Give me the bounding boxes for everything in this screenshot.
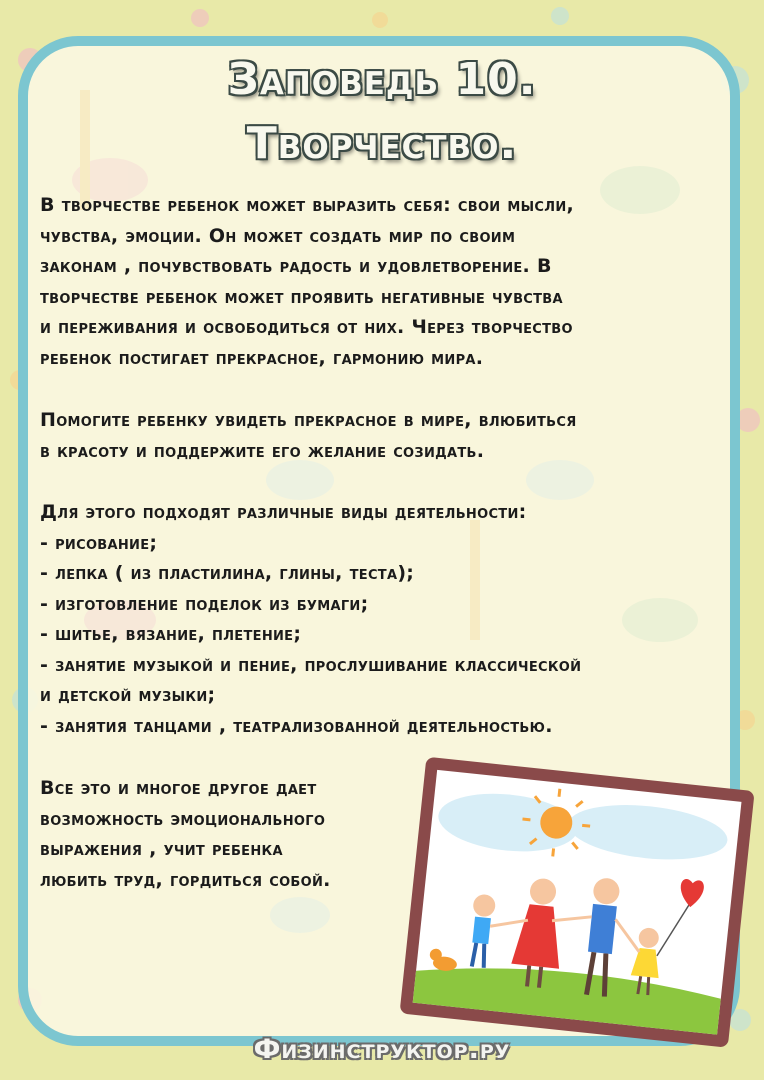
list-item: - шитье, вязание, плетение; [40,623,302,645]
list-item: и детской музыки; [40,684,216,706]
text-line: Все это и многое другое дает [40,777,317,799]
text-line: любить труд, гордиться собой. [40,868,331,891]
list-item: - изготовление поделок из бумаги; [40,592,369,615]
footer-site-name: Физинструктор.ру [253,1034,511,1065]
list-item: - занятие музыкой и пение, прослушивание классической [40,653,582,676]
activities-list [40,497,740,741]
text-line: выражения , учит ребенка [40,838,283,860]
paragraph-2 [40,405,740,466]
text-line: в красоту и поддержите его желание созидать. [40,439,485,462]
text-line: В творчестве ребенок может выразить себя: свои мысли, [40,194,575,216]
title-line-2: Творчество. [246,118,518,169]
text-line: возможность эмоционального [40,807,326,830]
list-item: - занятия танцами , театрализованной деятельностью. [40,714,553,737]
paragraph-1 [40,190,740,373]
list-item: - лепка ( из пластилина, глины, теста); [40,562,415,584]
closing-paragraph [40,773,420,895]
text-line: Помогите ребенку увидеть прекрасное в мире, влюбиться [40,409,577,431]
list-item: - рисование; [40,531,158,554]
text-line: творчестве ребенок может проявить негативные чувства [40,285,563,308]
family-drawing-picture [390,755,760,1050]
text-line: ребенок постигает прекрасное, гармонию мира. [40,346,484,369]
activities-intro: Для этого подходят различные виды деятельности: [40,501,527,523]
text-line: чувства, эмоции. Он может создать мир по своим [40,224,516,247]
text-line: законам , почувствовать радость и удовлетворение. В [40,255,552,277]
text-line: и переживания и освободиться от них. Через творчество [40,316,573,338]
title-line-1: Заповедь 10. [227,54,537,105]
